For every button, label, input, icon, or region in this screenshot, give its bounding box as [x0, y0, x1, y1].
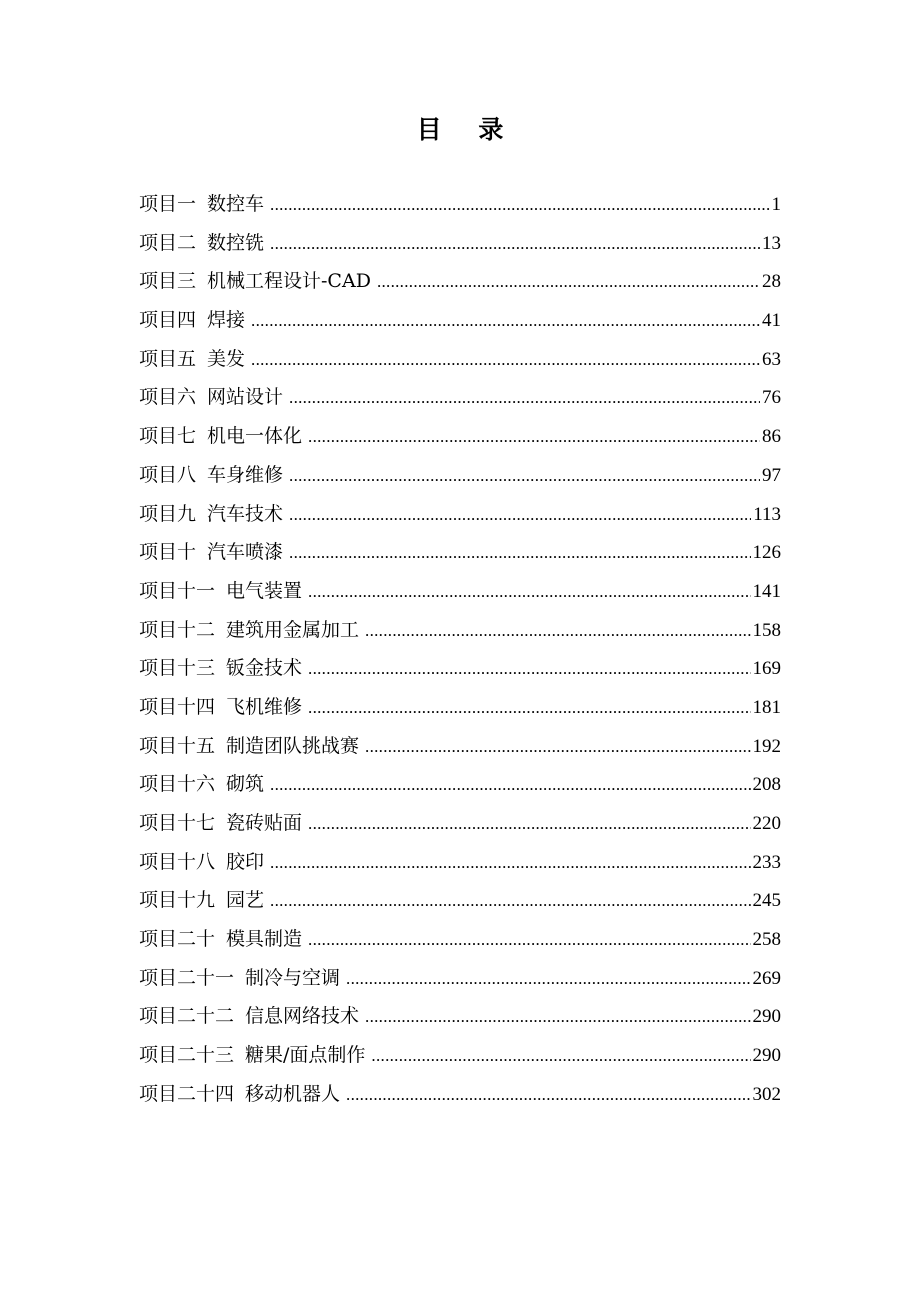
toc-dot-leader — [251, 341, 760, 380]
toc-entry-page: 302 — [752, 1083, 781, 1105]
toc-entry-page: 28 — [762, 271, 781, 293]
toc-entry-number: 项目六 — [139, 386, 197, 409]
toc-entry-page: 245 — [752, 890, 781, 912]
toc-entry-number: 项目十四 — [139, 695, 216, 718]
toc-entry-number: 项目八 — [139, 463, 197, 486]
toc-dot-leader — [346, 960, 750, 999]
toc-entry-name: 汽车技术 — [207, 502, 284, 525]
toc-entry-name: 糖果/面点制作 — [245, 1044, 366, 1067]
toc-entry[interactable] — [139, 611, 781, 650]
toc-entry-name: 园艺 — [226, 889, 265, 912]
toc-entry-page: 269 — [752, 967, 781, 989]
toc-entry-page: 208 — [752, 774, 781, 796]
toc-dot-leader — [308, 650, 750, 689]
toc-entry[interactable] — [139, 533, 781, 572]
toc-dot-leader — [270, 186, 769, 225]
toc-dot-leader — [308, 573, 750, 612]
toc-entry-number: 项目十七 — [139, 812, 216, 834]
toc-dot-leader — [251, 302, 760, 341]
toc-entry-name: 砌筑 — [226, 773, 265, 796]
toc-entry[interactable] — [139, 765, 781, 804]
toc-entry-number: 项目十六 — [139, 773, 216, 796]
toc-entry-page: 158 — [752, 619, 781, 641]
toc-entry[interactable] — [139, 727, 781, 766]
toc-dot-leader — [270, 844, 750, 883]
toc-entry-page: 126 — [752, 542, 781, 564]
toc-entry-name: 飞机维修 — [226, 695, 303, 718]
toc-entry[interactable] — [139, 804, 781, 843]
toc-entry-name: 车身维修 — [207, 463, 284, 486]
toc-entry[interactable] — [139, 920, 781, 959]
toc-dot-leader — [346, 1076, 750, 1115]
toc-dot-leader — [270, 882, 750, 921]
toc-entry-number: 项目二十一 — [139, 966, 235, 989]
toc-entry-page: 181 — [752, 696, 781, 718]
toc-entry-number: 项目三 — [139, 270, 197, 293]
toc-entry-number: 项目十三 — [139, 657, 216, 680]
toc-dot-leader — [365, 612, 750, 651]
toc-entry-number: 项目十 — [139, 541, 197, 564]
page-title: 目 录 — [416, 115, 518, 144]
toc-entry-name: 汽车喷漆 — [207, 541, 284, 564]
toc-entry-page: 41 — [762, 310, 781, 332]
toc-dot-leader — [365, 998, 750, 1037]
toc-entry-page: 258 — [752, 929, 781, 951]
toc-dot-leader — [371, 1037, 750, 1076]
toc-entry-name: 电气装置 — [226, 579, 303, 602]
toc-entry-page: 192 — [752, 735, 781, 757]
toc-entry-name: 模具制造 — [226, 928, 303, 951]
toc-entry-page: 290 — [752, 1006, 781, 1028]
toc-entry-page: 233 — [752, 851, 781, 873]
toc-entry-number: 项目十九 — [139, 889, 216, 912]
toc-entry-name: 信息网络技术 — [245, 1005, 360, 1028]
toc-entry[interactable] — [139, 881, 781, 920]
toc-entry-page: 290 — [752, 1045, 781, 1067]
toc-entry-page: 86 — [762, 426, 781, 448]
toc-entry-name: 数控铣 — [207, 231, 265, 254]
toc-entry[interactable] — [139, 997, 781, 1036]
toc-entry-page: 220 — [752, 813, 781, 834]
toc-entry-number: 项目十二 — [139, 618, 216, 641]
toc-entry[interactable] — [139, 649, 781, 688]
toc-dot-leader — [289, 534, 750, 573]
toc-entry-name: 钣金技术 — [226, 657, 303, 680]
toc-entry-page: 63 — [762, 348, 781, 370]
toc-entry[interactable] — [139, 572, 781, 611]
toc-entry-number: 项目二十二 — [139, 1005, 235, 1028]
toc-entry[interactable] — [139, 301, 781, 340]
toc-entry-number: 项目五 — [139, 347, 197, 370]
toc-entry-number: 项目九 — [139, 502, 197, 525]
toc-entry-page: 97 — [762, 464, 781, 486]
toc-entry-number: 项目二十四 — [139, 1082, 235, 1105]
toc-dot-leader — [270, 766, 750, 805]
toc-entry-number: 项目十八 — [139, 850, 216, 873]
toc-dot-leader — [289, 379, 760, 418]
toc-entry[interactable] — [139, 1036, 781, 1075]
toc-dot-leader — [365, 728, 750, 767]
toc-entry-name: 机电一体化 — [207, 425, 303, 448]
toc-entry[interactable] — [139, 378, 781, 417]
toc-dot-leader — [308, 805, 750, 844]
toc-entry-number: 项目二十 — [139, 928, 216, 951]
toc-entry-name: 制造团队挑战赛 — [226, 734, 360, 757]
toc-entry[interactable] — [139, 417, 781, 456]
toc-entry-name: 网站设计 — [207, 386, 284, 409]
toc-entry-number: 项目一 — [139, 193, 197, 215]
toc-entry[interactable] — [139, 262, 781, 301]
toc-entry-page: 1 — [771, 194, 781, 215]
toc-entry-number: 项目二 — [139, 231, 197, 254]
toc-dot-leader — [308, 921, 750, 960]
toc-dot-leader — [308, 689, 750, 728]
toc-entry-page: 113 — [753, 503, 781, 525]
toc-dot-leader — [308, 418, 760, 457]
toc-dot-leader — [270, 225, 760, 264]
toc-entry-page: 141 — [752, 580, 781, 602]
toc-entry-number: 项目四 — [139, 309, 197, 332]
toc-entry-name: 建筑用金属加工 — [226, 618, 360, 641]
toc-entry-name: 数控车 — [207, 193, 265, 215]
toc-entry[interactable] — [139, 456, 781, 495]
toc-entry-name: 焊接 — [207, 309, 246, 332]
toc-entry[interactable] — [139, 843, 781, 882]
toc-entry-number: 项目二十三 — [139, 1044, 235, 1067]
toc-entry-name: 制冷与空调 — [245, 966, 341, 989]
toc-entry-page: 169 — [752, 658, 781, 680]
toc-entry[interactable] — [139, 340, 781, 379]
toc-entry-number: 项目十一 — [139, 579, 216, 602]
toc-entry-page: 76 — [762, 387, 781, 409]
toc-entry[interactable] — [139, 185, 781, 224]
table-of-contents — [139, 185, 781, 1114]
toc-entry-number: 项目十五 — [139, 734, 216, 757]
toc-entry[interactable] — [139, 224, 781, 263]
toc-dot-leader — [289, 496, 751, 535]
toc-entry[interactable] — [139, 688, 781, 727]
toc-entry[interactable] — [139, 495, 781, 534]
toc-entry-name: 机械工程设计-CAD — [207, 270, 371, 293]
toc-entry[interactable] — [139, 1075, 781, 1114]
toc-entry-name: 瓷砖贴面 — [226, 812, 303, 834]
toc-entry-number: 项目七 — [139, 425, 197, 448]
toc-entry-name: 胶印 — [226, 850, 265, 873]
toc-entry-name: 美发 — [207, 347, 246, 370]
toc-dot-leader — [289, 457, 760, 496]
toc-entry-name: 移动机器人 — [245, 1082, 341, 1105]
toc-entry[interactable] — [139, 959, 781, 998]
toc-dot-leader — [377, 263, 760, 302]
toc-entry-page: 13 — [762, 232, 781, 254]
